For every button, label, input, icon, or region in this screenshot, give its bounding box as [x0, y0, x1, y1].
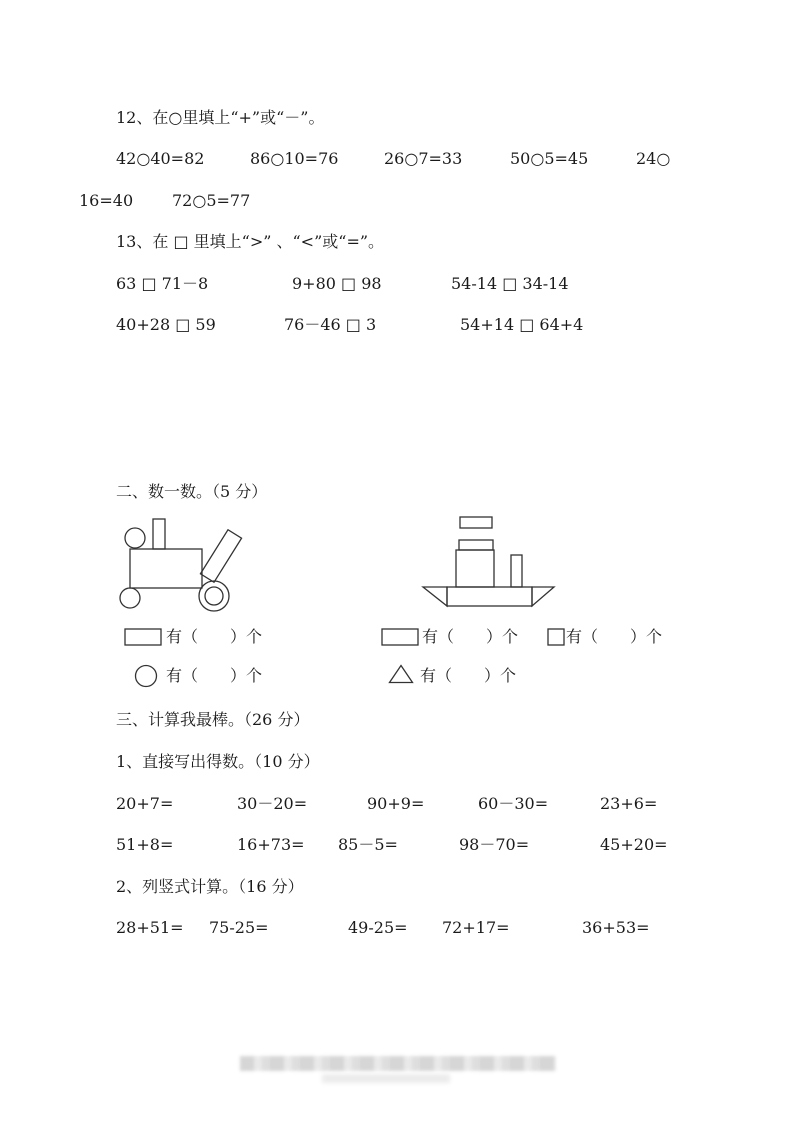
q13-item: 63 □ 71－8 — [116, 274, 209, 293]
tractor-body-rect — [130, 549, 202, 588]
rect-count-label: 有（ ）个 — [166, 627, 263, 646]
tractor-big-wheel-inner — [205, 587, 223, 605]
tractor-figure — [112, 512, 272, 616]
q13-item: 54+14 □ 64+4 — [460, 315, 584, 334]
calc-item: 16+73= — [237, 835, 305, 854]
vertical-calc-item: 49-25= — [348, 918, 408, 937]
calc-item: 60－30= — [478, 794, 549, 813]
calc-item: 85－5= — [338, 835, 398, 854]
calc-item: 98－70= — [459, 835, 530, 854]
calc-item: 90+9= — [367, 794, 425, 813]
boat-hull-rect — [447, 587, 532, 606]
section3-part2-title: 2、列竖式计算。（16 分） — [116, 877, 304, 896]
rect-icon — [381, 628, 419, 646]
q12-item: 86○10=76 — [250, 149, 339, 168]
calc-item: 23+6= — [600, 794, 658, 813]
q13-item: 40+28 □ 59 — [116, 315, 216, 334]
tractor-cab-rect — [153, 519, 165, 549]
vertical-calc-item: 28+51= — [116, 918, 184, 937]
rect-icon — [124, 628, 162, 646]
q13-item: 9+80 □ 98 — [292, 274, 382, 293]
circle-count-label: 有（ ）个 — [166, 666, 263, 685]
square-count-label: 有（ ）个 — [566, 627, 663, 646]
q12-item: 42○40=82 — [116, 149, 205, 168]
boat-cabin-rect — [456, 550, 494, 587]
blurred-footer — [240, 1056, 556, 1071]
calc-item: 51+8= — [116, 835, 174, 854]
q12-item: 24○ — [636, 149, 671, 168]
q12-item: 26○7=33 — [384, 149, 463, 168]
circle-icon — [134, 664, 158, 688]
boat-right-triangle — [532, 587, 554, 606]
calc-item: 30－20= — [237, 794, 308, 813]
rect2-count-label: 有（ ）个 — [422, 627, 519, 646]
boat-top-rect — [460, 517, 492, 528]
blurred-footer-line — [322, 1074, 450, 1083]
tractor-small-wheel — [120, 588, 140, 608]
q13-title: 13、在 □ 里填上“>” 、“<”或“=”。 — [116, 232, 385, 251]
vertical-calc-item: 36+53= — [582, 918, 650, 937]
vertical-calc-item: 72+17= — [442, 918, 510, 937]
q12-item: 16=40 — [79, 191, 134, 210]
q12-item: 72○5=77 — [172, 191, 251, 210]
boat-figure — [418, 512, 558, 612]
tractor-big-wheel-outer — [199, 581, 229, 611]
tractor-top-circle — [125, 528, 145, 548]
section2-title: 二、数一数。（5 分） — [116, 482, 268, 501]
triangle-count-label: 有（ ）个 — [420, 666, 517, 685]
section3-part1-title: 1、直接写出得数。（10 分） — [116, 752, 320, 771]
boat-left-triangle — [423, 587, 447, 606]
tractor-arm-rect — [200, 530, 241, 583]
vertical-calc-item: 75-25= — [209, 918, 269, 937]
q12-item: 50○5=45 — [510, 149, 589, 168]
calc-item: 20+7= — [116, 794, 174, 813]
square-icon — [547, 628, 565, 646]
triangle-icon — [388, 664, 414, 684]
q13-item: 54-14 □ 34-14 — [451, 274, 569, 293]
q13-item: 76－46 □ 3 — [284, 315, 377, 334]
q12-title: 12、在○里填上“+”或“－”。 — [116, 108, 325, 127]
section3-title: 三、计算我最棒。（26 分） — [116, 710, 310, 729]
boat-mid-rect — [459, 540, 493, 550]
boat-chimney-rect — [511, 555, 522, 587]
calc-item: 45+20= — [600, 835, 668, 854]
